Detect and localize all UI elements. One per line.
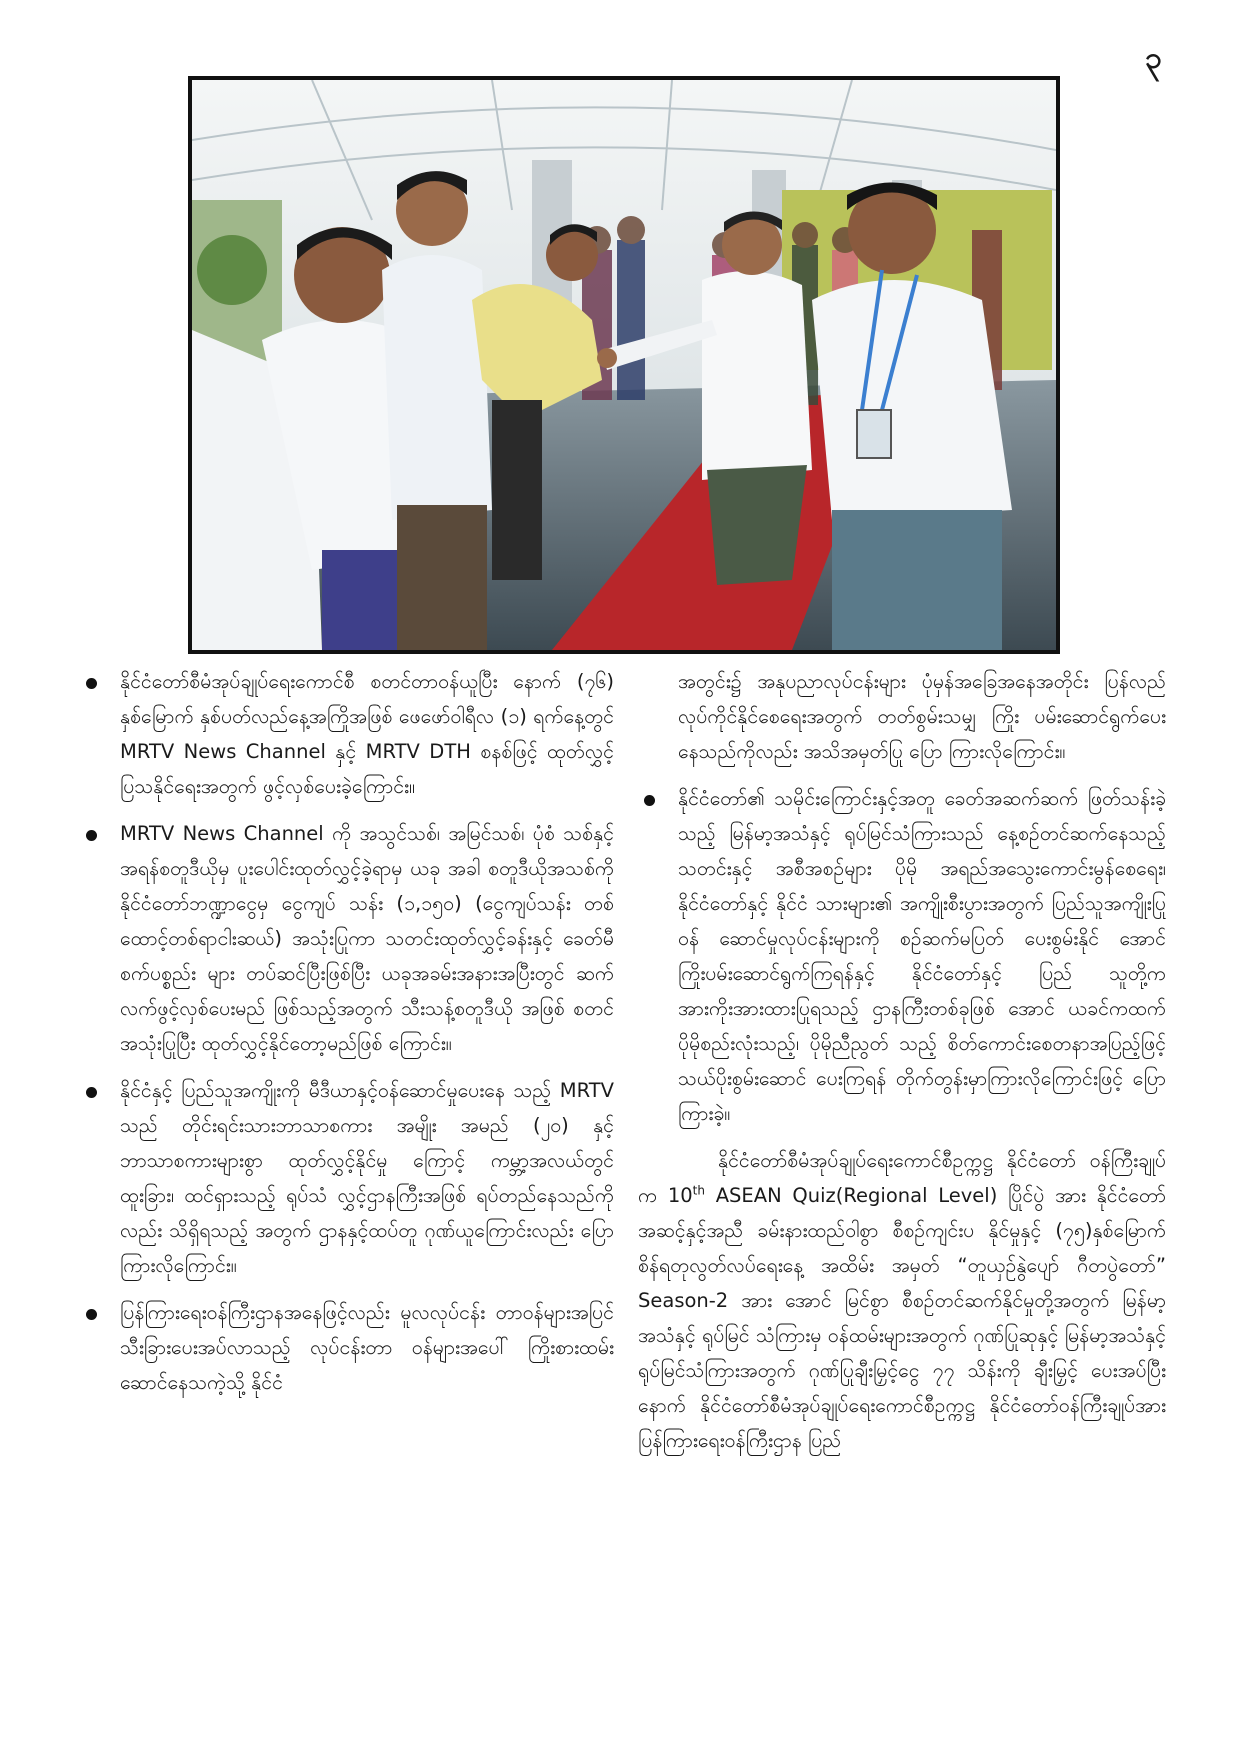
ordinal-superscript: th	[692, 1183, 705, 1198]
list-item-continuation: အတွင်း၌ အနုပညာလုပ်ငန်းများ ပုံမှန်အခြေအနေအတိုင်း ပြန်လည်လုပ်ကိုင်နိုင်စေရေးအတွက် တတ်စွမ်းသမျှ ကြိုး ပမ်းဆောင်ရွက်ပေးနေသည်ကိုလည်း အသိအမှတ်ပြု ပြော ကြားလိုကြောင်း။	[678, 670, 1166, 763]
bullet-list-left	[80, 664, 614, 1400]
paragraph-text: နိုင်ငံတော်စီမံအုပ်ချုပ်ရေးကောင်စီဥက္ကဋ္ဌ နိုင်ငံတော် ဝန်ကြီးချုပ်က 10	[638, 1149, 1166, 1207]
list-item: MRTV News Channel ကို အသွင်သစ်၊ အမြင်သစ်၊ ပုံစံ သစ်နှင့် အရန်စတူဒီယိုမှ ပူးပေါင်းထုတ်လွှင့်ခဲ့ရာမှ ယခု အခါ စတူဒီယိုအသစ်ကို နိုင်ငံတော်ဘဏ္ဍာငွေမှ ငွေကျပ် သန်း (၁,၁၅၀) (ငွေကျပ်သန်း တစ်ထောင့်တစ်ရာငါးဆယ်) အသုံးပြုကာ သတင်းထုတ်လွှင့်ခန်းနှင့် ခေတ်မီစက်ပစ္စည်း များ တပ်ဆင်ပြီးဖြစ်ပြီး ယခုအခမ်းအနားအပြီးတွင် ဆက် လက်ဖွင့်လှစ်ပေးမည် ဖြစ်သည့်အတွက် သီးသန့်စတူဒီယို အဖြစ် စတင်အသုံးပြုပြီး ထုတ်လွှင့်နိုင်တော့မည်ဖြစ် ကြောင်း။	[80, 816, 614, 1061]
paragraph-text: ASEAN Quiz(Regional Level) ပြိုင်ပွဲ အား နိုင်ငံတော်အဆင့်နှင့်အညီ ခမ်းနားထည်ဝါစွာ စီစဉ်ကျင်းပ နိုင်မှုနှင့် (၇၅)နှစ်မြောက် စိန်ရတုလွတ်လပ်ရေးနေ့ အထိမ်း အမှတ် “တူယှဉ်နွဲပျော် ဂီတပွဲတော်” Season-2 အား အောင် မြင်စွာ စီစဉ်တင်ဆက်နိုင်မှုတို့အတွက် မြန်မာ့အသံနှင့် ရုပ်မြင် သံကြားမှ ဝန်ထမ်းများအတွက် ဂုဏ်ပြုဆုနှင့် မြန်မာ့အသံနှင့် ရုပ်မြင်သံကြားအတွက် ဂုဏ်ပြုချီးမြှင့်ငွေ ၇၇ သိန်းကို ချီးမြှင့် ပေးအပ်ပြီးနောက် နိုင်ငံတော်စီမံအုပ်ချုပ်ရေးကောင်စီဥက္ကဋ္ဌ နိုင်ငံတော်ဝန်ကြီးချုပ်အား ပြန်ကြားရေးဝန်ကြီးဌာန ပြည်	[638, 1184, 1167, 1452]
list-item: နိုင်ငံနှင့် ပြည်သူအကျိုးကို မီဒီယာနှင့်ဝန်ဆောင်မှုပေးနေ သည့် MRTV သည် တိုင်းရင်းသားဘာသာစကား အမျိုး အမည် (၂၀) နှင့် ဘာသာစကားများစွာ ထုတ်လွှင့်နိုင်မှု ကြောင့် ကမ္ဘာ့အလယ်တွင် ထူးခြား၊ ထင်ရှားသည့် ရုပ်သံ လွှင့်ဌာနကြီးအဖြစ် ရပ်တည်နေသည်ကိုလည်း သိရှိရသည့် အတွက် ဌာနနှင့်ထပ်တူ ဂုဏ်ယူကြောင်းလည်း ပြော ကြားလိုကြောင်း။	[80, 1073, 614, 1283]
list-item: ပြန်ကြားရေးဝန်ကြီးဌာနအနေဖြင့်လည်း မူလလုပ်ငန်း တာဝန်များအပြင် သီးခြားပေးအပ်လာသည့် လုပ်ငန်းတာ ဝန်များအပေါ် ကြိုးစားထမ်းဆောင်နေသကဲ့သို့ နိုင်ငံ	[80, 1295, 614, 1400]
list-item: နိုင်ငံတော်၏ သမိုင်းကြောင်းနှင့်အတူ ခေတ်အဆက်ဆက် ဖြတ်သန်းခဲ့သည့် မြန်မာ့အသံနှင့် ရုပ်မြင်သံကြားသည် နေ့စဉ်တင်ဆက်နေသည့် သတင်းနှင့် အစီအစဉ်များ ပိုမို အရည်အသွေးကောင်းမွန်စေရေး၊ နိုင်ငံတော်နှင့် နိုင်ငံ သားများ၏ အကျိုးစီးပွားအတွက် ပြည်သူအကျိုးပြုဝန် ဆောင်မှုလုပ်ငန်းများကို စဉ်ဆက်မပြတ် ပေးစွမ်းနိုင် အောင် ကြိုးပမ်းဆောင်ရွက်ကြရန်နှင့် နိုင်ငံတော်နှင့် ပြည် သူတို့က အားကိုးအားထားပြုရသည့် ဌာနကြီးတစ်ခုဖြစ် အောင် ယခင်ကထက် ပိုမိုစည်းလုံးသည့်၊ ပိုမိုညီညွတ် သည့် စိတ်ကောင်းစေတနာအပြည့်ဖြင့် သယ်ပိုးစွမ်းဆောင် ပေးကြရန် တိုက်တွန်းမှာကြားလိုကြောင်းဖြင့် ပြောကြားခဲ့။	[638, 781, 1166, 1131]
body-paragraph	[638, 1143, 1166, 1458]
photo-handshake-reception	[192, 80, 1056, 650]
bullet-list-right	[638, 664, 1166, 1131]
left-column	[80, 664, 614, 1412]
news-photo	[188, 76, 1060, 654]
list-item: နိုင်ငံတော်စီမံအုပ်ချုပ်ရေးကောင်စီ စတင်တာဝန်ယူပြီး နောက် (၇၆) နှစ်မြောက် နှစ်ပတ်လည်နေ့အကြိုအဖြစ် ဖေဖော်ဝါရီလ (၁) ရက်နေ့တွင် MRTV News Channel နှင့် MRTV DTH စနစ်ဖြင့် ထုတ်လွှင့်ပြသနိုင်ရေးအတွက် ဖွင့်လှစ်ပေးခဲ့ကြောင်း။	[80, 664, 614, 804]
page-number: ၃	[1145, 41, 1162, 76]
right-column	[638, 664, 1166, 1458]
